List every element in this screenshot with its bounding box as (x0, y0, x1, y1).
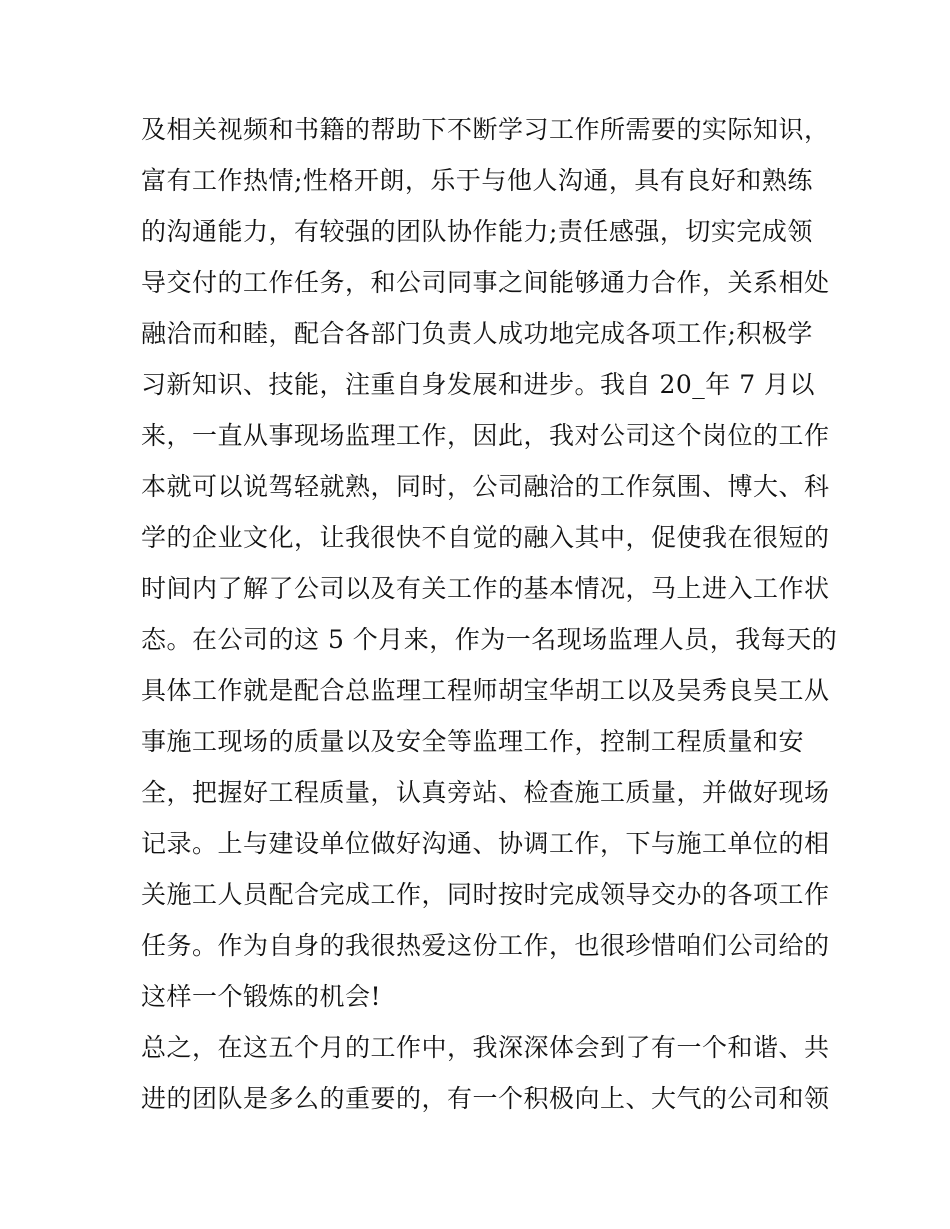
text-line: 记录。上与建设单位做好沟通、协调工作，下与施工单位的相 (141, 829, 830, 858)
text-line: 导交付的工作任务，和公司同事之间能够通力合作，关系相处 (141, 268, 830, 297)
text-line: 进的团队是多么的重要的，有一个积极向上、大气的公司和领 (141, 1084, 830, 1113)
text-line: 来，一直从事现场监理工作，因此，我对公司这个岗位的工作 (141, 421, 830, 450)
text-line: 及相关视频和书籍的帮助下不断学习工作所需要的实际知识， (141, 115, 830, 144)
text-line: 总之，在这五个月的工作中，我深深体会到了有一个和谐、共 (141, 1033, 830, 1062)
text-line: 具体工作就是配合总监理工程师胡宝华胡工以及吴秀良吴工从 (141, 676, 830, 705)
text-line: 的沟通能力，有较强的团队协作能力;责任感强，切实完成领 (141, 217, 813, 246)
text-line: 关施工人员配合完成工作，同时按时完成领导交办的各项工作 (141, 880, 830, 909)
document-body (141, 104, 838, 1124)
text-line: 习新知识、技能，注重自身发展和进步。我自 20_年 7 月以 (141, 370, 816, 399)
text-line: 时间内了解了公司以及有关工作的基本情况，马上进入工作状 (141, 574, 830, 603)
text-line: 富有工作热情;性格开朗，乐于与他人沟通，具有良好和熟练 (141, 166, 813, 195)
text-line: 这样一个锻炼的机会! (141, 982, 382, 1011)
text-line: 融洽而和睦，配合各部门负责人成功地完成各项工作;积极学 (141, 319, 813, 348)
text-line: 事施工现场的质量以及安全等监理工作，控制工程质量和安 (141, 727, 805, 756)
text-line: 态。在公司的这 5 个月来，作为一名现场监理人员，我每天的 (141, 625, 838, 654)
text-line: 全，把握好工程质量，认真旁站、检查施工质量，并做好现场 (141, 778, 830, 807)
text-line: 任务。作为自身的我很热爱这份工作，也很珍惜咱们公司给的 (141, 931, 830, 960)
text-line: 学的企业文化，让我很快不自觉的融入其中，促使我在很短的 (141, 523, 830, 552)
text-line: 本就可以说驾轻就熟，同时，公司融洽的工作氛围、博大、科 (141, 472, 830, 501)
